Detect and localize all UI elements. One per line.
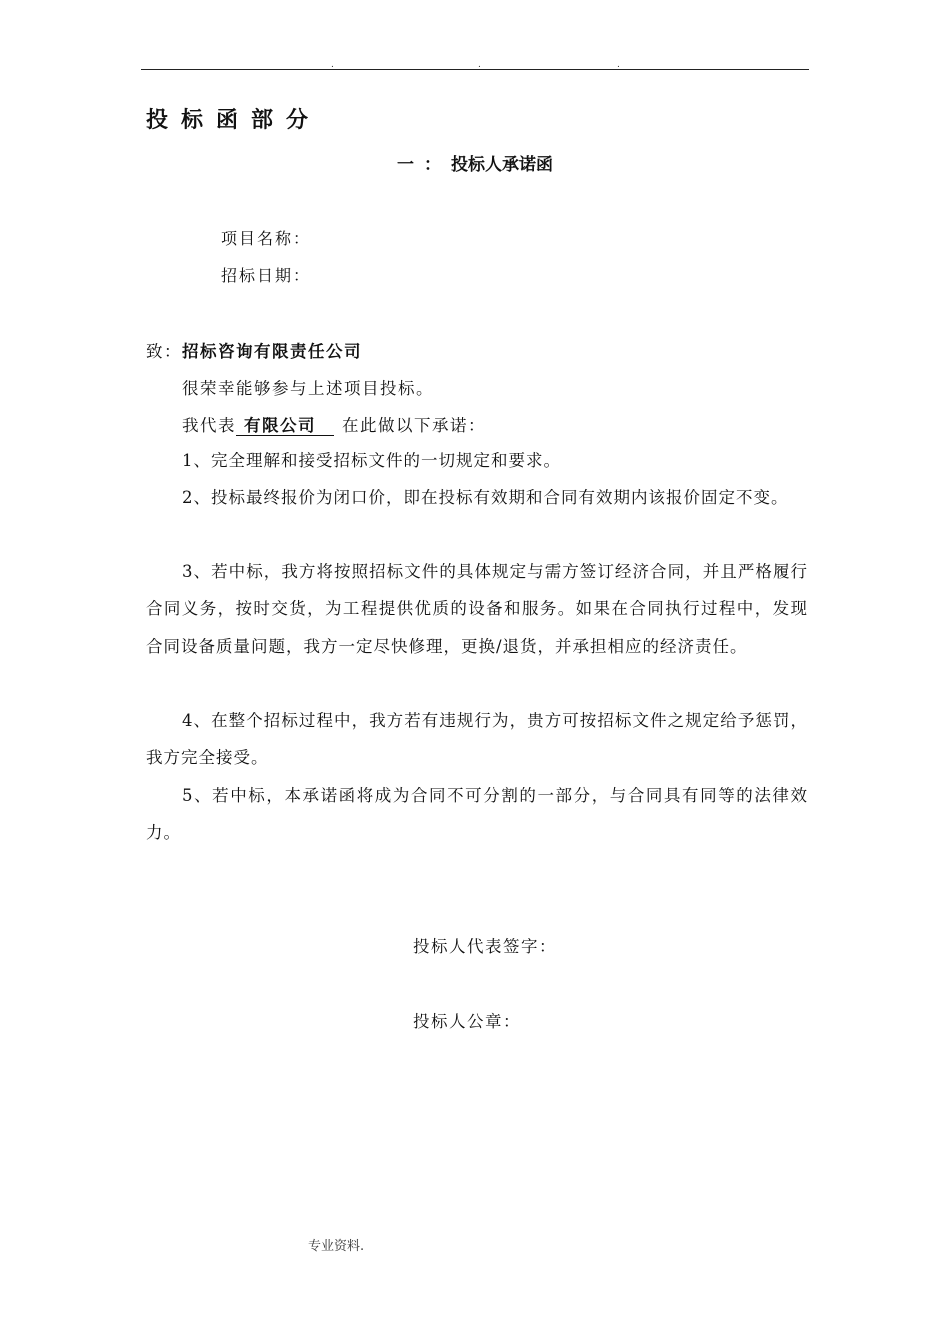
section-title: 投标函部分 [146, 108, 322, 133]
doc-title-colon: ： [424, 155, 451, 175]
rep-signature-label: 投标人代表签字： [413, 937, 557, 956]
rep-after: 在此做以下承诺： [342, 416, 486, 435]
header-rule [141, 69, 809, 70]
doc-title-number: 一 [397, 155, 424, 175]
doc-title-text: 投标人承诺函 [451, 155, 553, 175]
commitment-1: 1、完全理解和接受招标文件的一切规定和要求。 [182, 451, 561, 470]
bidder-seal-label: 投标人公章： [413, 1012, 521, 1031]
commitment-3: 3、若中标，我方将按照招标文件的具体规定与需方签订经济合同，并且严格履行合同义务，按时交货，为工程提供优质的设备和服务。如果在合同执行过程中，发现合同设备质量问题，我方一定尽快修理，更换/退货，并承担相应的经济责任。 [146, 562, 808, 656]
commitment-4: 4、在整个招标过程中，我方若有违规行为，贵方可按招标文件之规定给予惩罚，我方完全接受。 [146, 711, 808, 768]
commitment-5: 5、若中标，本承诺函将成为合同不可分割的一部分，与合同具有同等的法律效力。 [146, 786, 808, 843]
header-dot: . [617, 60, 620, 70]
footer-text: 专业资料. [308, 1239, 365, 1254]
rep-before: 我代表 [182, 416, 236, 435]
salutation-prefix: 致： [146, 342, 182, 361]
header-dot: . [331, 60, 334, 70]
project-name-label: 项目名称： [221, 229, 312, 248]
header-dot: . [478, 60, 481, 70]
doc-title [0, 150, 950, 175]
commitment-2: 2、投标最终报价为闭口价，即在投标有效期和合同有效期内该报价固定不变。 [182, 488, 789, 507]
rep-company: 有限公司 [236, 416, 334, 436]
representative-line [182, 412, 486, 436]
bid-date-label: 招标日期： [221, 266, 312, 285]
salutation-recipient: 招标咨询有限责任公司 [182, 342, 362, 361]
intro-text: 很荣幸能够参与上述项目投标。 [182, 379, 434, 398]
salutation [146, 338, 362, 362]
